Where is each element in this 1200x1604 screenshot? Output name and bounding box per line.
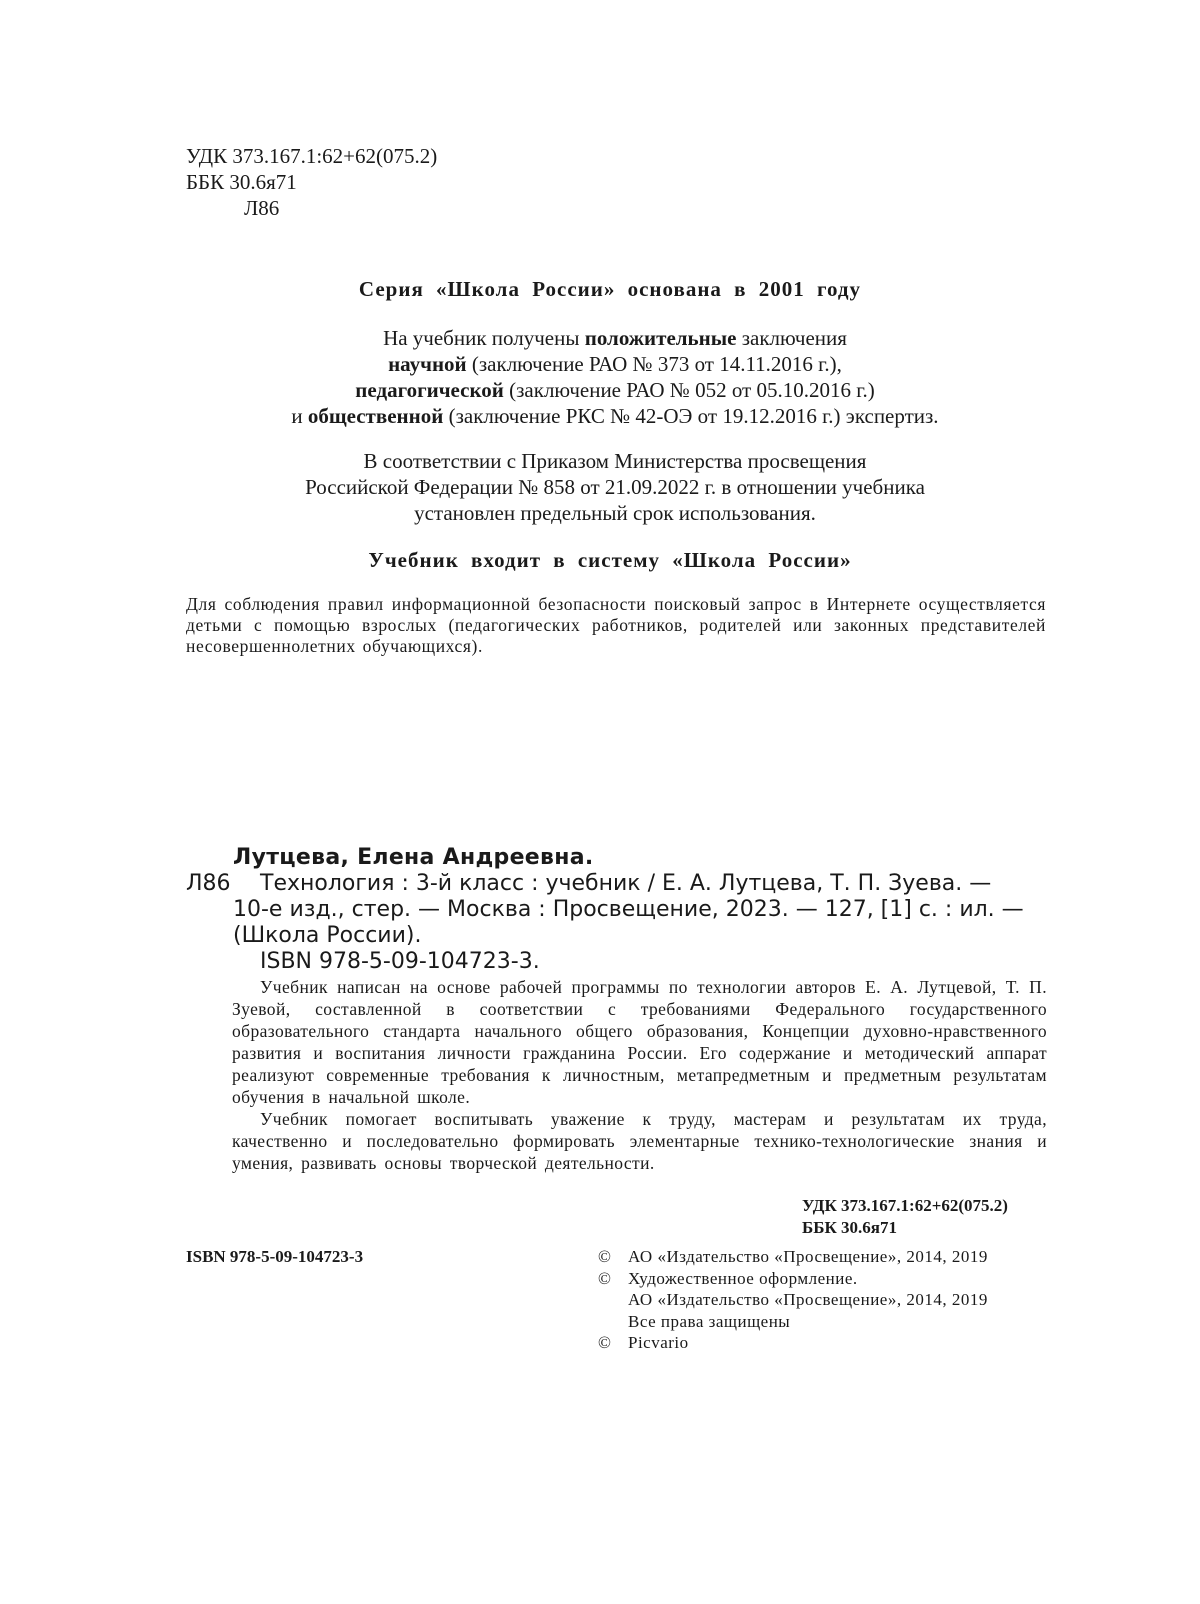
order-line-3: установлен предельный срок использования. bbox=[414, 501, 816, 525]
order-block bbox=[180, 448, 1050, 526]
catalog-line-3: (Школа России). bbox=[233, 923, 422, 948]
bottom-codes bbox=[802, 1195, 1008, 1239]
internet-notice bbox=[186, 594, 1046, 657]
annotation-paragraph-2: Учебник помогает воспитывать уважение к труду, мастерам и результатам их труда, качественно и последовательно формировать элементарные технико-технологические знания и умения, развивать основы творческой деятельности. bbox=[232, 1109, 1047, 1173]
bottom-bbk: ББК 30.6я71 bbox=[802, 1218, 898, 1237]
copyright-line-1: © АО «Издательство «Просвещение», 2014, 2019 bbox=[598, 1247, 988, 1266]
copyright-line-3: АО «Издательство «Просвещение», 2014, 2019 bbox=[628, 1290, 988, 1309]
author-sign: Л86 bbox=[244, 196, 280, 220]
order-line-1: В соответствии с Приказом Министерства просвещения bbox=[363, 449, 867, 473]
catalog-record bbox=[186, 845, 1046, 975]
catalog-isbn: ISBN 978-5-09-104723-3. bbox=[260, 949, 540, 974]
copyright-line-4: Все права защищены bbox=[628, 1311, 791, 1331]
catalog-code: Л86 bbox=[186, 871, 231, 896]
system-line: Учебник входит в систему «Школа России» bbox=[368, 548, 852, 572]
reviews-block bbox=[180, 325, 1050, 429]
reviews-line-4: и общественной (заключение РКС № 42-ОЭ от 19.12.2016 г.) экспертиз. bbox=[291, 404, 939, 428]
bottom-udk: УДК 373.167.1:62+62(075.2) bbox=[802, 1196, 1008, 1215]
series-line: Серия «Школа России» основана в 2001 году bbox=[358, 277, 862, 301]
copyright-icon: © bbox=[598, 1333, 612, 1352]
copyright-line-5: © Picvario bbox=[598, 1333, 689, 1352]
isbn-line: ISBN 978-5-09-104723-3 bbox=[186, 1247, 364, 1266]
copyright-icon: © bbox=[598, 1247, 612, 1266]
reviews-line-1: На учебник получены положительные заключения bbox=[383, 326, 847, 350]
udk-code: УДК 373.167.1:62+62(075.2) bbox=[186, 144, 438, 168]
annotation-paragraph-1: Учебник написан на основе рабочей программы по технологии авторов Е. А. Лутцевой, Т. П. Зуевой, составленной в соответствии с требованиями Федерального государственного образовательного стандарта начального общего образования, Концепции духовно-нравственного развития и воспитания личности гражданина России. Его содержание и методический аппарат реализуют современные требования к личностным, метапредметным и предметным результатам обучения в начальной школе. bbox=[232, 977, 1047, 1107]
internet-notice-text: Для соблюдения правил информационной безопасности поисковый запрос в Интернете осуществляется детьми с помощью взрослых (педагогических работников, родителей или законных представителей несовершеннолетних обучающихся). bbox=[186, 594, 1046, 656]
catalog-line-1: Л86 Технология : 3-й класс : учебник / Е. А. Лутцева, Т. П. Зуева. — bbox=[186, 871, 992, 896]
reviews-line-2: научной (заключение РАО № 373 от 14.11.2016 г.), bbox=[388, 352, 842, 376]
annotation bbox=[232, 976, 1047, 1174]
reviews-line-3: педагогической (заключение РАО № 052 от 05.10.2016 г.) bbox=[355, 378, 875, 402]
order-line-2: Российской Федерации № 858 от 21.09.2022 г. в отношении учебника bbox=[305, 475, 925, 499]
bbk-code: ББК 30.6я71 bbox=[186, 170, 297, 194]
copyright-line-2: © Художественное оформление. bbox=[598, 1268, 858, 1288]
copyright-icon: © bbox=[598, 1268, 612, 1288]
catalog-author: Лутцева, Елена Андреевна. bbox=[233, 845, 594, 870]
copyright-block bbox=[598, 1246, 988, 1354]
catalog-line-2: 10-е изд., стер. — Москва : Просвещение, 2023. — 127, [1] с. : ил. — bbox=[233, 897, 1024, 922]
